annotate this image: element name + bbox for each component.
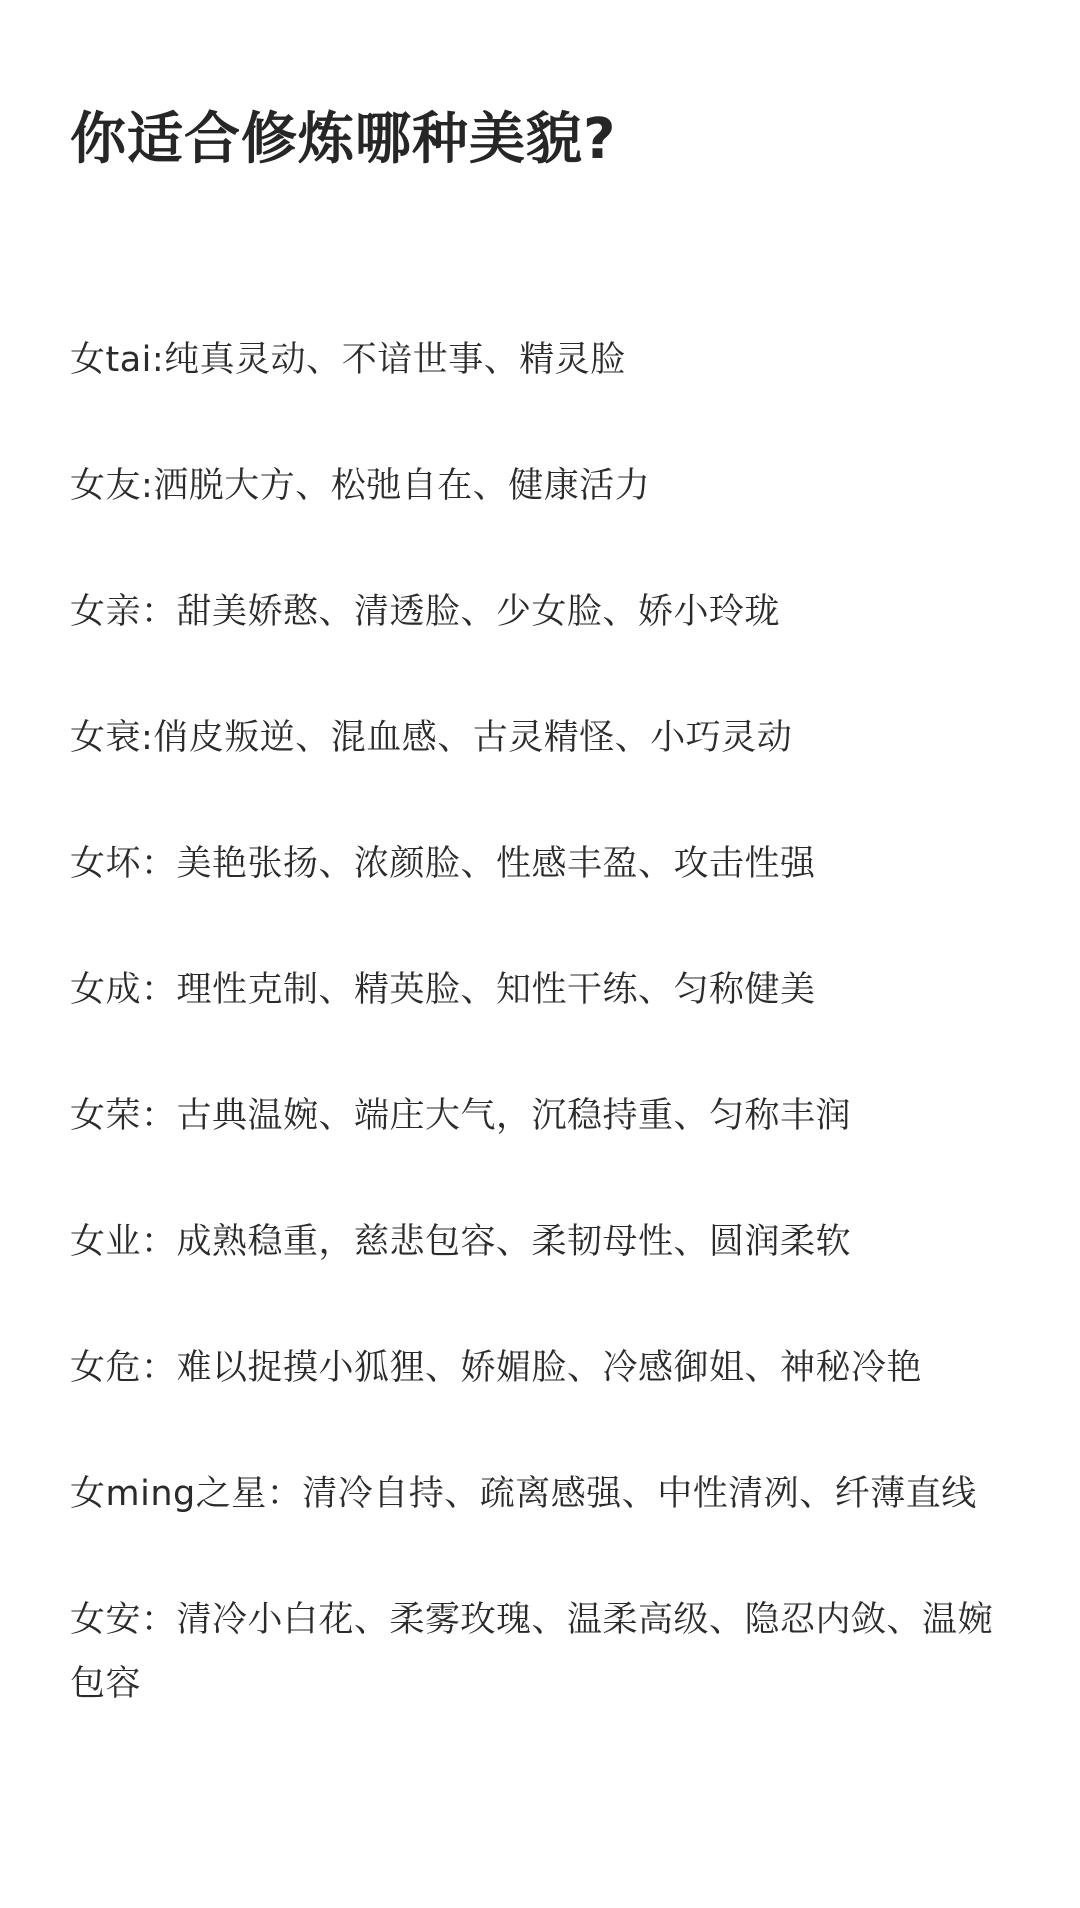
type-list (70, 328, 1010, 1778)
page-title: 你适合修炼哪种美貌? (70, 107, 617, 172)
list-item: 女亲：甜美娇憨、清透脸、少女脸、娇小玲珑 (70, 592, 781, 632)
list-item: 女ming之星：清冷自持、疏离感强、中性清冽、纤薄直线 (70, 1474, 977, 1514)
list-item: 女荣：古典温婉、端庄大气，沉稳持重、匀称丰润 (70, 1096, 852, 1136)
list-item: 女tai:纯真灵动、不谙世事、精灵脸 (70, 340, 626, 380)
list-item: 女业：成熟稳重，慈悲包容、柔韧母性、圆润柔软 (70, 1222, 852, 1262)
list-item: 女坏：美艳张扬、浓颜脸、性感丰盈、攻击性强 (70, 844, 816, 884)
list-item: 女安：清冷小白花、柔雾玫瑰、温柔高级、隐忍内敛、温婉包容 (70, 1600, 994, 1704)
list-item: 女危：难以捉摸小狐狸、娇媚脸、冷感御姐、神秘冷艳 (70, 1348, 923, 1388)
list-item: 女衰:俏皮叛逆、混血感、古灵精怪、小巧灵动 (70, 718, 793, 758)
list-item: 女成：理性克制、精英脸、知性干练、匀称健美 (70, 970, 816, 1010)
list-item: 女友:洒脱大方、松弛自在、健康活力 (70, 466, 651, 506)
